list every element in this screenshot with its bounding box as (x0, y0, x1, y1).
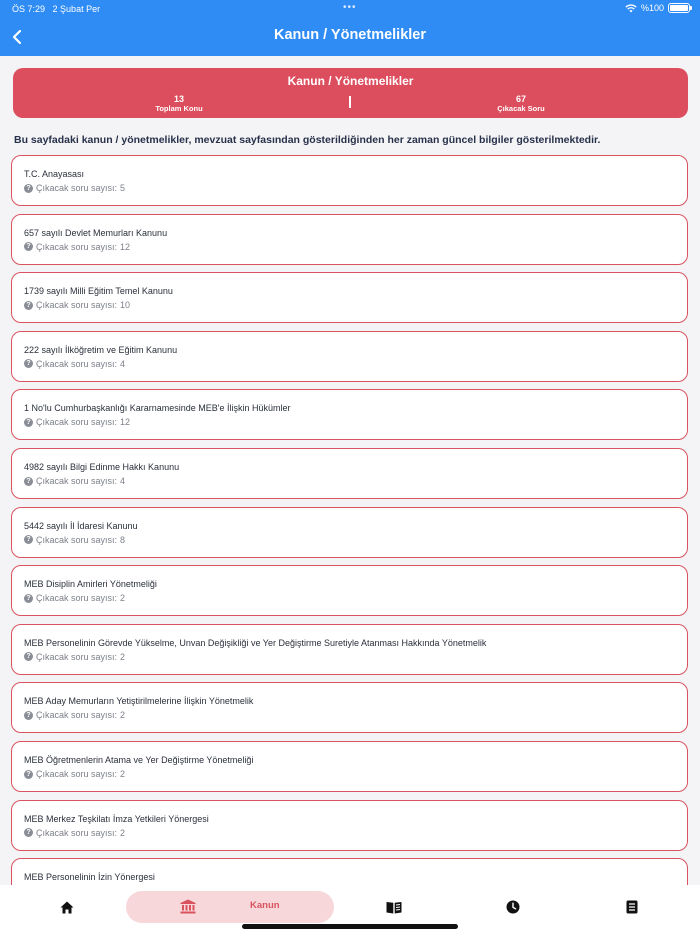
list-item-title: MEB Disiplin Amirleri Yönetmeliği (24, 579, 157, 590)
question-circle-icon: ? (24, 242, 33, 251)
list-item-subtitle (24, 242, 130, 252)
question-count: 2 (120, 710, 126, 721)
list-item[interactable] (11, 624, 688, 675)
question-count: 12 (120, 241, 131, 252)
question-count: 4 (120, 476, 126, 486)
question-count-prefix: Çıkacak soru sayısı: (36, 300, 118, 311)
topic-count-value: 13 (173, 94, 184, 104)
question-circle-icon: ? (24, 770, 33, 779)
tab-kanun-label: Kanun (250, 900, 280, 911)
question-count-prefix: Çıkacak soru sayısı: (36, 534, 118, 545)
list-item-title: 4982 sayılı Bilgi Edinme Hakkı Kanunu (24, 462, 180, 472)
list-item-title: T.C. Anayasası (24, 169, 85, 179)
question-count-prefix: Çıkacak soru sayısı: (36, 827, 118, 838)
list-item-subtitle (24, 652, 125, 662)
summary-card (13, 68, 688, 118)
question-circle-icon: ? (24, 594, 33, 603)
tab-notes[interactable] (620, 891, 644, 923)
status-time: ÖS 7:29 2 Şubat Per (12, 4, 101, 14)
question-circle-icon: ? (24, 359, 33, 368)
question-count: 2 (120, 593, 126, 604)
law-list (0, 154, 700, 885)
question-count-prefix: Çıkacak soru sayısı: (36, 183, 118, 193)
list-item-subtitle (24, 535, 125, 545)
topic-count-label: Toplam Konu (155, 104, 203, 113)
question-count-prefix: Çıkacak soru sayısı: (36, 651, 118, 662)
question-count-value: 67 (515, 94, 526, 104)
question-count-prefix: Çıkacak soru sayısı: (36, 358, 118, 369)
list-item-title: MEB Personelinin İzin Yönergesi (24, 872, 155, 883)
question-circle-icon: ? (24, 184, 33, 193)
document-list-icon (626, 900, 638, 914)
question-count-prefix: Çıkacak soru sayısı: (36, 593, 118, 604)
top-bar (0, 0, 700, 56)
question-count-label: Çıkacak Soru (497, 104, 545, 113)
list-item-subtitle (24, 593, 125, 603)
question-circle-icon: ? (24, 418, 33, 427)
summary-title: Kanun / Yönetmelikler (287, 74, 414, 88)
home-indicator[interactable] (242, 924, 458, 929)
list-item-title: MEB Merkez Teşkilatı İmza Yetkileri Yönergesi (24, 813, 209, 824)
list-item[interactable] (11, 682, 688, 733)
question-count: 10 (120, 300, 131, 311)
question-circle-icon: ? (24, 301, 33, 310)
list-item-title: 657 sayılı Devlet Memurları Kanunu (24, 227, 168, 238)
list-item-title: MEB Öğretmenlerin Atama ve Yer Değiştirme Yönetmeliği (24, 755, 254, 765)
list-item-title: 1739 sayılı Milli Eğitim Temel Kanunu (24, 286, 173, 297)
list-item-subtitle (24, 476, 125, 486)
open-book-icon (386, 901, 402, 914)
tab-history[interactable] (501, 891, 525, 923)
list-item[interactable] (11, 800, 688, 851)
question-circle-icon: ? (24, 477, 33, 486)
list-item-subtitle (24, 417, 130, 427)
list-item-title: 1 No'lu Cumhurbaşkanlığı Kararnamesinde MEB'e İlişkin Hükümler (24, 403, 291, 414)
question-circle-icon: ? (24, 652, 33, 661)
question-count: 12 (120, 417, 131, 428)
page-title: Kanun / Yönetmelikler (273, 27, 427, 43)
summary-divider (349, 96, 351, 108)
list-item[interactable] (11, 331, 688, 382)
list-item[interactable] (11, 155, 688, 206)
list-item-subtitle (24, 828, 125, 838)
question-count-prefix: Çıkacak soru sayısı: (36, 417, 118, 428)
list-item-subtitle (24, 769, 125, 779)
list-item[interactable] (11, 507, 688, 558)
battery-icon (668, 3, 690, 13)
list-item[interactable] (11, 741, 688, 792)
question-count-prefix: Çıkacak soru sayısı: (36, 769, 118, 779)
home-icon (60, 901, 74, 914)
multitask-dots[interactable]: ••• (343, 2, 357, 13)
question-count: 4 (120, 358, 126, 369)
list-item-subtitle (24, 710, 125, 720)
question-count: 8 (120, 534, 126, 545)
list-item[interactable] (11, 214, 688, 265)
tab-kanun[interactable] (126, 891, 334, 923)
question-count: 2 (120, 827, 126, 838)
list-item-title: 222 sayılı İlköğretim ve Eğitim Kanunu (24, 344, 178, 355)
question-count: 2 (120, 769, 126, 779)
wifi-icon (625, 4, 637, 13)
list-item[interactable] (11, 272, 688, 323)
question-count-prefix: Çıkacak soru sayısı: (36, 476, 118, 486)
tab-reading[interactable] (382, 891, 406, 923)
battery-percent: %100 (640, 3, 664, 13)
list-item[interactable] (11, 565, 688, 616)
list-item-title: MEB Personelinin Görevde Yükselme, Unvan Değişikliği ve Yer Değiştirme Suretiyle Atanması Hakkında Yönetmelik (24, 637, 487, 648)
list-item-title: MEB Aday Memurların Yetiştirilmelerine İlişkin Yönetmelik (24, 696, 254, 707)
question-count-stat (441, 94, 601, 113)
question-circle-icon: ? (24, 535, 33, 544)
list-item-subtitle (24, 359, 125, 369)
list-item[interactable] (11, 448, 688, 499)
list-item-title: 5442 sayılı İl İdaresi Kanunu (24, 520, 138, 531)
question-circle-icon: ? (24, 828, 33, 837)
question-count: 5 (120, 183, 126, 193)
question-circle-icon: ? (24, 711, 33, 720)
list-item-subtitle (24, 183, 125, 193)
question-count: 2 (120, 651, 126, 662)
tab-home[interactable] (55, 891, 79, 923)
clock-icon (506, 900, 520, 914)
status-indicators (625, 3, 690, 13)
question-count-prefix: Çıkacak soru sayısı: (36, 710, 118, 721)
list-item-subtitle (24, 300, 130, 310)
list-item[interactable] (11, 389, 688, 440)
info-text: Bu sayfadaki kanun / yönetmelikler, mevzuat sayfasından gösterildiğinden her zaman güncel bilgiler gösterilmektedir. (14, 134, 601, 146)
topic-count-stat (99, 94, 259, 113)
question-count-prefix: Çıkacak soru sayısı: (36, 241, 118, 252)
bank-icon (180, 899, 196, 914)
